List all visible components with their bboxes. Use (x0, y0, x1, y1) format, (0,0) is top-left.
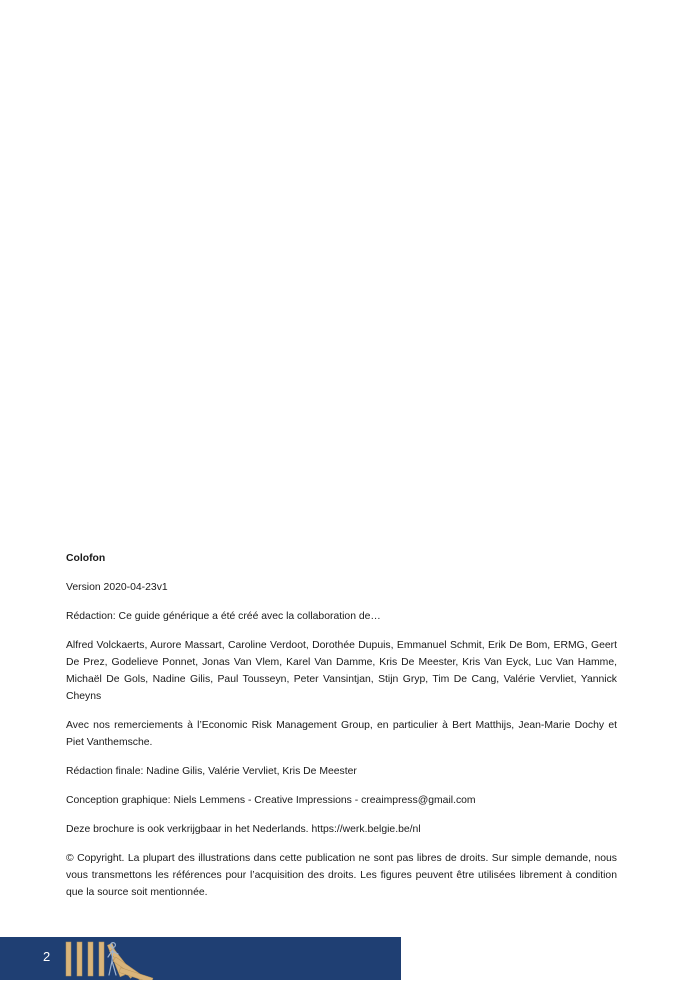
graphic-design-line: Conception graphique: Niels Lemmens - Creative Impressions - creaimpress@gmail.com (66, 795, 476, 806)
final-redaction-line: Rédaction finale: Nadine Gilis, Valérie Vervliet, Kris De Meester (66, 766, 357, 777)
page-number: 2 (43, 949, 51, 964)
falling-dominoes-icon (60, 937, 200, 980)
dutch-version-note: Deze brochure is ook verkrijgbaar in het Nederlands. https://werk.belgie.be/nl (66, 824, 421, 835)
thanks-paragraph: Avec nos remerciements à l’Economic Risk Management Group, en particulier à Bert Matthijs, Jean-Marie Dochy et Piet Vanthemsche. (66, 720, 617, 748)
contributors-list: Alfred Volckaerts, Aurore Massart, Caroline Verdoot, Dorothée Dupuis, Emmanuel Schmit, Erik De Bom, ERMG, Geert De Prez, Godelieve Ponnet, Jonas Van Vlem, Karel Van Damme, Kris De Meester, Kris Van Eyck, Luc Van Hamme, Michaël De Gols, Nadine Gilis, Paul Tousseyn, Peter Vansintjan, Stijn Gryp, Tim De Cang, Valérie Vervliet, Yannick Cheyns (66, 640, 617, 702)
footer-bar (0, 937, 401, 980)
redaction-line: Rédaction: Ce guide générique a été créé avec la collaboration de… (66, 611, 381, 622)
copyright-paragraph: © Copyright. La plupart des illustrations dans cette publication ne sont pas libres de droits. Sur simple demande, nous vous transmettons les références pour l’acquisition des droits. Les figures peuvent être utilisées librement à condition que la source soit mentionnée. (66, 853, 617, 898)
colofon-section (66, 550, 617, 913)
version-line: Version 2020-04-23v1 (66, 582, 168, 593)
colofon-heading: Colofon (66, 553, 106, 564)
